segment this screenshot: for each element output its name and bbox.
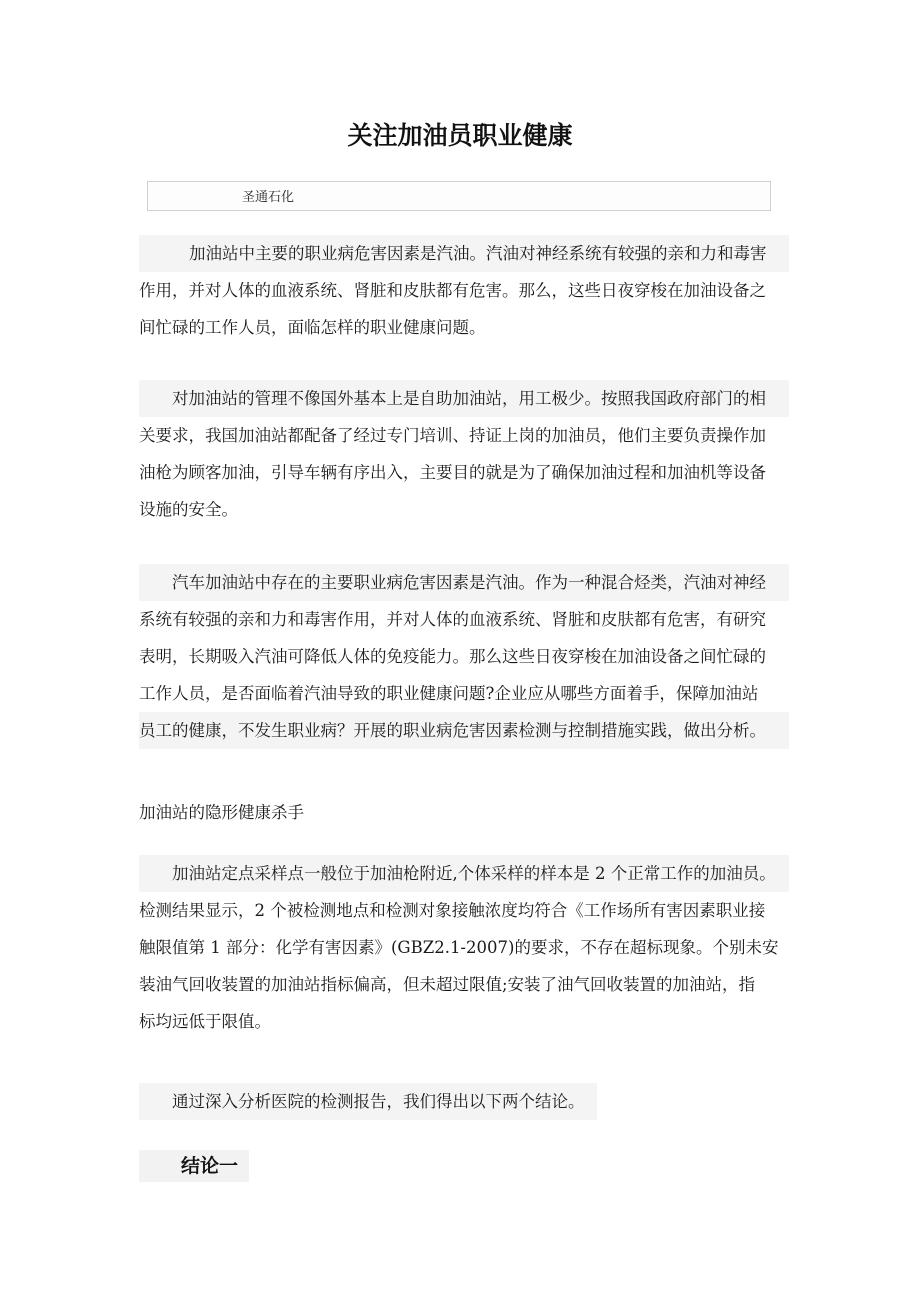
paragraph-line: 加油站定点采样点一般位于加油枪附近,个体采样的样本是 2 个正常工作的加油员。 [139, 855, 789, 892]
paragraph-line: 油枪为顾客加油，引导车辆有序出入，主要目的就是为了确保加油过程和加油机等设备 [139, 463, 766, 482]
page-title: 关注加油员职业健康 [347, 121, 573, 150]
paragraph-line: 系统有较强的亲和力和毒害作用，并对人体的血液系统、肾脏和皮肤都有危害，有研究 [139, 610, 766, 629]
paragraph-line: 关要求，我国加油站都配备了经过专门培训、持证上岗的加油员，他们主要负责操作加 [139, 426, 766, 445]
paragraph-line: 间忙碌的工作人员，面临怎样的职业健康问题。 [139, 318, 486, 337]
paragraph-line: 员工的健康，不发生职业病？开展的职业病危害因素检测与控制措施实践，做出分析。 [139, 712, 789, 749]
paragraph-line: 触限值第 1 部分：化学有害因素》(GBZ2.1-2007)的要求，不存在超标现象。个别未安 [139, 938, 779, 957]
section-heading: 加油站的隐形健康杀手 [139, 803, 304, 822]
paragraph-line: 装油气回收装置的加油站指标偏高，但未超过限值;安装了油气回收装置的加油站，指 [139, 975, 756, 994]
paragraph-line: 汽车加油站中存在的主要职业病危害因素是汽油。作为一种混合烃类，汽油对神经 [139, 564, 789, 601]
paragraph-4 [139, 855, 789, 1040]
paragraph-2 [139, 380, 789, 528]
paragraph-line: 工作人员，是否面临着汽油导致的职业健康问题?企业应从哪些方面着手，保障加油站 [139, 684, 759, 703]
conclusion-heading [139, 1150, 249, 1182]
paragraph-line: 通过深入分析医院的检测报告，我们得出以下两个结论。 [139, 1083, 597, 1120]
paragraph-line: 作用，并对人体的血液系统、肾脏和皮肤都有危害。那么，这些日夜穿梭在加油设备之 [139, 281, 766, 300]
source-box [147, 181, 771, 211]
paragraph-5 [139, 1083, 789, 1120]
paragraph-line: 检测结果显示，2 个被检测地点和检测对象接触浓度均符合《工作场所有害因素职业接 [139, 901, 766, 920]
paragraph-line: 加油站中主要的职业病危害因素是汽油。汽油对神经系统有较强的亲和力和毒害 [139, 235, 789, 272]
paragraph-line: 对加油站的管理不像国外基本上是自助加油站，用工极少。按照我国政府部门的相 [139, 380, 789, 417]
paragraph-line: 设施的安全。 [139, 500, 238, 519]
paragraph-1 [139, 235, 789, 346]
paragraph-line: 表明，长期吸入汽油可降低人体的免疫能力。那么这些日夜穿梭在加油设备之间忙碌的 [139, 647, 766, 666]
source-label: 圣通石化 [242, 190, 295, 205]
conclusion-heading-text: 结论一 [181, 1155, 239, 1177]
paragraph-3 [139, 564, 789, 749]
paragraph-line: 标均远低于限值。 [139, 1012, 271, 1031]
